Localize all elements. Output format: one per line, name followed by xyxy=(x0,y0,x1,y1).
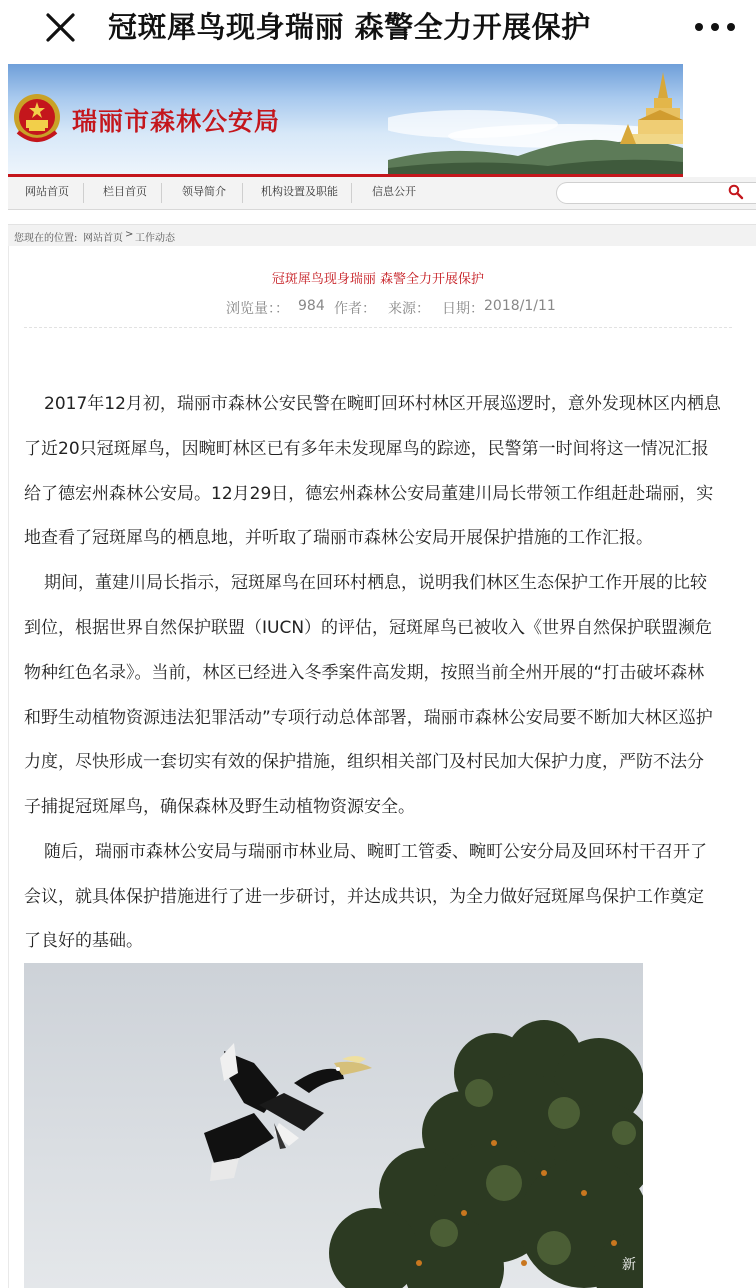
banner-blank xyxy=(683,64,756,176)
paragraph-line: 2017年12月初，瑞丽市森林公安民警在畹町回环村林区开展巡逻时，意外发现林区内栖息 xyxy=(44,394,721,414)
paragraph-line: 随后，瑞丽市森林公安局与瑞丽市林业局、畹町工管委、畹町公安分局及回环村干召开了 xyxy=(44,842,707,862)
nav-divider xyxy=(161,183,162,203)
site-name: 瑞丽市森林公安局 xyxy=(72,107,281,136)
meta-divider xyxy=(24,327,732,328)
banner-landscape-image xyxy=(388,64,683,176)
nav-divider xyxy=(351,183,352,203)
more-icon[interactable] xyxy=(690,12,740,42)
paragraph-line: 子捕捉冠斑犀鸟，确保森林及野生动植物资源安全。 xyxy=(24,797,415,817)
site-banner xyxy=(8,64,683,176)
nav-item-info-disclosure[interactable]: 信息公开 xyxy=(372,185,416,198)
views-count: 984 xyxy=(298,298,325,314)
date-label: 日期： xyxy=(442,301,484,317)
national-emblem-icon xyxy=(12,92,62,146)
paragraph-line: 力度，尽快形成一套切实有效的保护措施，组织相关部门及村民加大保护力度，严防不法分 xyxy=(24,752,704,772)
nav-item-organization[interactable]: 机构设置及职能 xyxy=(261,185,338,198)
source-label: 来源： xyxy=(388,301,430,317)
app-bar xyxy=(0,0,756,56)
breadcrumb-label: 您现在的位置: xyxy=(14,233,78,244)
paragraph-line: 物种红色名录》。当前，林区已经进入冬季案件高发期，按照当前全州开展的“打击破坏森林 xyxy=(24,663,705,683)
breadcrumb-link-work-news[interactable]: 工作动态 xyxy=(135,233,175,244)
breadcrumb-separator: > xyxy=(125,229,134,240)
breadcrumb-link-home[interactable]: 网站首页 xyxy=(83,233,123,244)
author-label: 作者： xyxy=(334,301,376,317)
paragraph-line: 到位，根据世界自然保护联盟（IUCN）的评估，冠斑犀鸟已被收入《世界自然保护联盟濒危 xyxy=(24,618,713,638)
paragraph-line: 了良好的基础。 xyxy=(24,931,143,951)
app-title: 冠斑犀鸟现身瑞丽 森警全力开展保护 xyxy=(108,10,591,44)
paragraph-line: 了近20只冠斑犀鸟，因畹町林区已有多年未发现犀鸟的踪迹，民警第一时间将这一情况汇报 xyxy=(24,439,709,459)
paragraph-line: 和野生动植物资源违法犯罪活动”专项行动总体部署，瑞丽市森林公安局要不断加大林区巡护 xyxy=(24,708,713,728)
views-label: 浏览量：： xyxy=(226,301,289,317)
nav-item-column-home[interactable]: 栏目首页 xyxy=(103,185,147,198)
nav-item-home[interactable]: 网站首页 xyxy=(25,185,69,198)
hornbill-photo xyxy=(24,963,643,1288)
paragraph-line: 地查看了冠斑犀鸟的栖息地，并听取了瑞丽市森林公安局开展保护措施的工作汇报。 xyxy=(24,528,653,548)
nav-item-leaders[interactable]: 领导简介 xyxy=(182,185,226,198)
nav-divider xyxy=(242,183,243,203)
breadcrumb xyxy=(8,224,756,248)
close-icon[interactable] xyxy=(40,6,82,48)
paragraph-line: 会议，就具体保护措施进行了进一步研讨，并达成共识，为全力做好冠斑犀鸟保护工作奠定 xyxy=(24,887,704,907)
article-title: 冠斑犀鸟现身瑞丽 森警全力开展保护 xyxy=(271,272,485,287)
search-input[interactable] xyxy=(556,182,756,204)
publish-date: 2018/1/11 xyxy=(484,298,556,314)
nav-divider xyxy=(83,183,84,203)
search-icon[interactable] xyxy=(728,184,744,200)
photo-watermark: 新 xyxy=(622,1257,636,1273)
paragraph-line: 期间，董建川局长指示，冠斑犀鸟在回环村栖息，说明我们林区生态保护工作开展的比较 xyxy=(44,573,707,593)
paragraph-line: 给了德宏州森林公安局。12月29日，德宏州森林公安局董建川局长带领工作组赶赴瑞丽，实 xyxy=(24,484,714,504)
